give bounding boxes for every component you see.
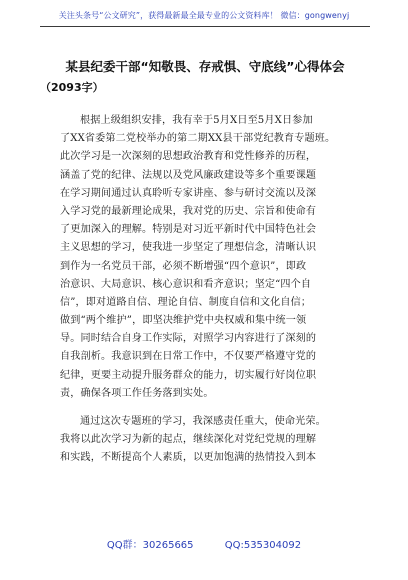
document-title: 某县纪委干部“知敬畏、存戒惧、守底线”心得体会	[65, 59, 345, 74]
paragraph-line: 我将以此次学习为新的起点，继续深化对党纪党规的理解	[60, 434, 317, 446]
paragraph-line: 在学习期间通过认真聆听专家讲座、参与研讨交流以及深	[60, 187, 317, 199]
document-body	[60, 112, 360, 468]
paragraph-line: 根据上级组织安排，我有幸于5月X日至5月X日参加	[80, 115, 313, 126]
word-count: （2093字）	[40, 81, 104, 94]
paragraph-line: 做到“两个维护”，即坚决维护党中央权威和集中统一领	[60, 315, 307, 327]
paragraph-line: 自我剖析。我意识到在日常工作中，不仅要严格遵守党的	[60, 351, 317, 363]
paragraph-line: 到作为一名党员干部，必须不断增强“四个意识”，即政	[60, 260, 307, 272]
header-divider	[40, 26, 370, 27]
paragraph-line: 此次学习是一次深刻的思想政治教育和党性修养的历程，	[60, 151, 317, 163]
paragraph-line: 信”，即对道路自信、理论自信、制度自信和文化自信；	[60, 296, 312, 308]
footer-qq-group: QQ群：30265665	[106, 540, 194, 551]
footer-contact	[0, 536, 408, 551]
paragraph-line: 主义思想的学习，使我进一步坚定了理想信念，清晰认识	[60, 242, 317, 254]
paragraph-line: 治意识、大局意识、核心意识和看齐意识；坚定“四个自	[60, 278, 312, 290]
header-note: 关注头条号“公文研究”，获得最新最全最专业的公文资料库！ 微信：gongwenyj	[58, 11, 350, 20]
footer-qq: QQ:535304092	[224, 540, 302, 551]
paragraph-gap	[60, 403, 360, 413]
paragraph-line: 通过这次专题班的学习，我深感责任重大，使命光荣。	[80, 416, 326, 427]
paragraph-line: 导。同时结合自身工作实际，对照学习内容进行了深刻的	[60, 333, 317, 345]
paragraph-line: 纪律，更要主动提升服务群众的能力，切实履行好岗位职	[60, 369, 317, 381]
paragraph-line: 入学习党的最新理论成果，我对党的历史、宗旨和使命有	[60, 205, 317, 217]
paragraph-line: 和实践，不断提高个人素质，以更加饱满的热情投入到本	[60, 452, 317, 464]
paragraph-line: 涵盖了党的纪律、法规以及党风廉政建设等多个重要课题	[60, 169, 317, 181]
paragraph-line: 了XX省委第二党校举办的第二期XX县干部党纪教育专题班。	[60, 133, 336, 145]
paragraph-line: 了更加深入的理解。特别是对习近平新时代中国特色社会	[60, 224, 317, 236]
paragraph-line: 责，确保各项工作任务落到实处。	[60, 387, 214, 399]
